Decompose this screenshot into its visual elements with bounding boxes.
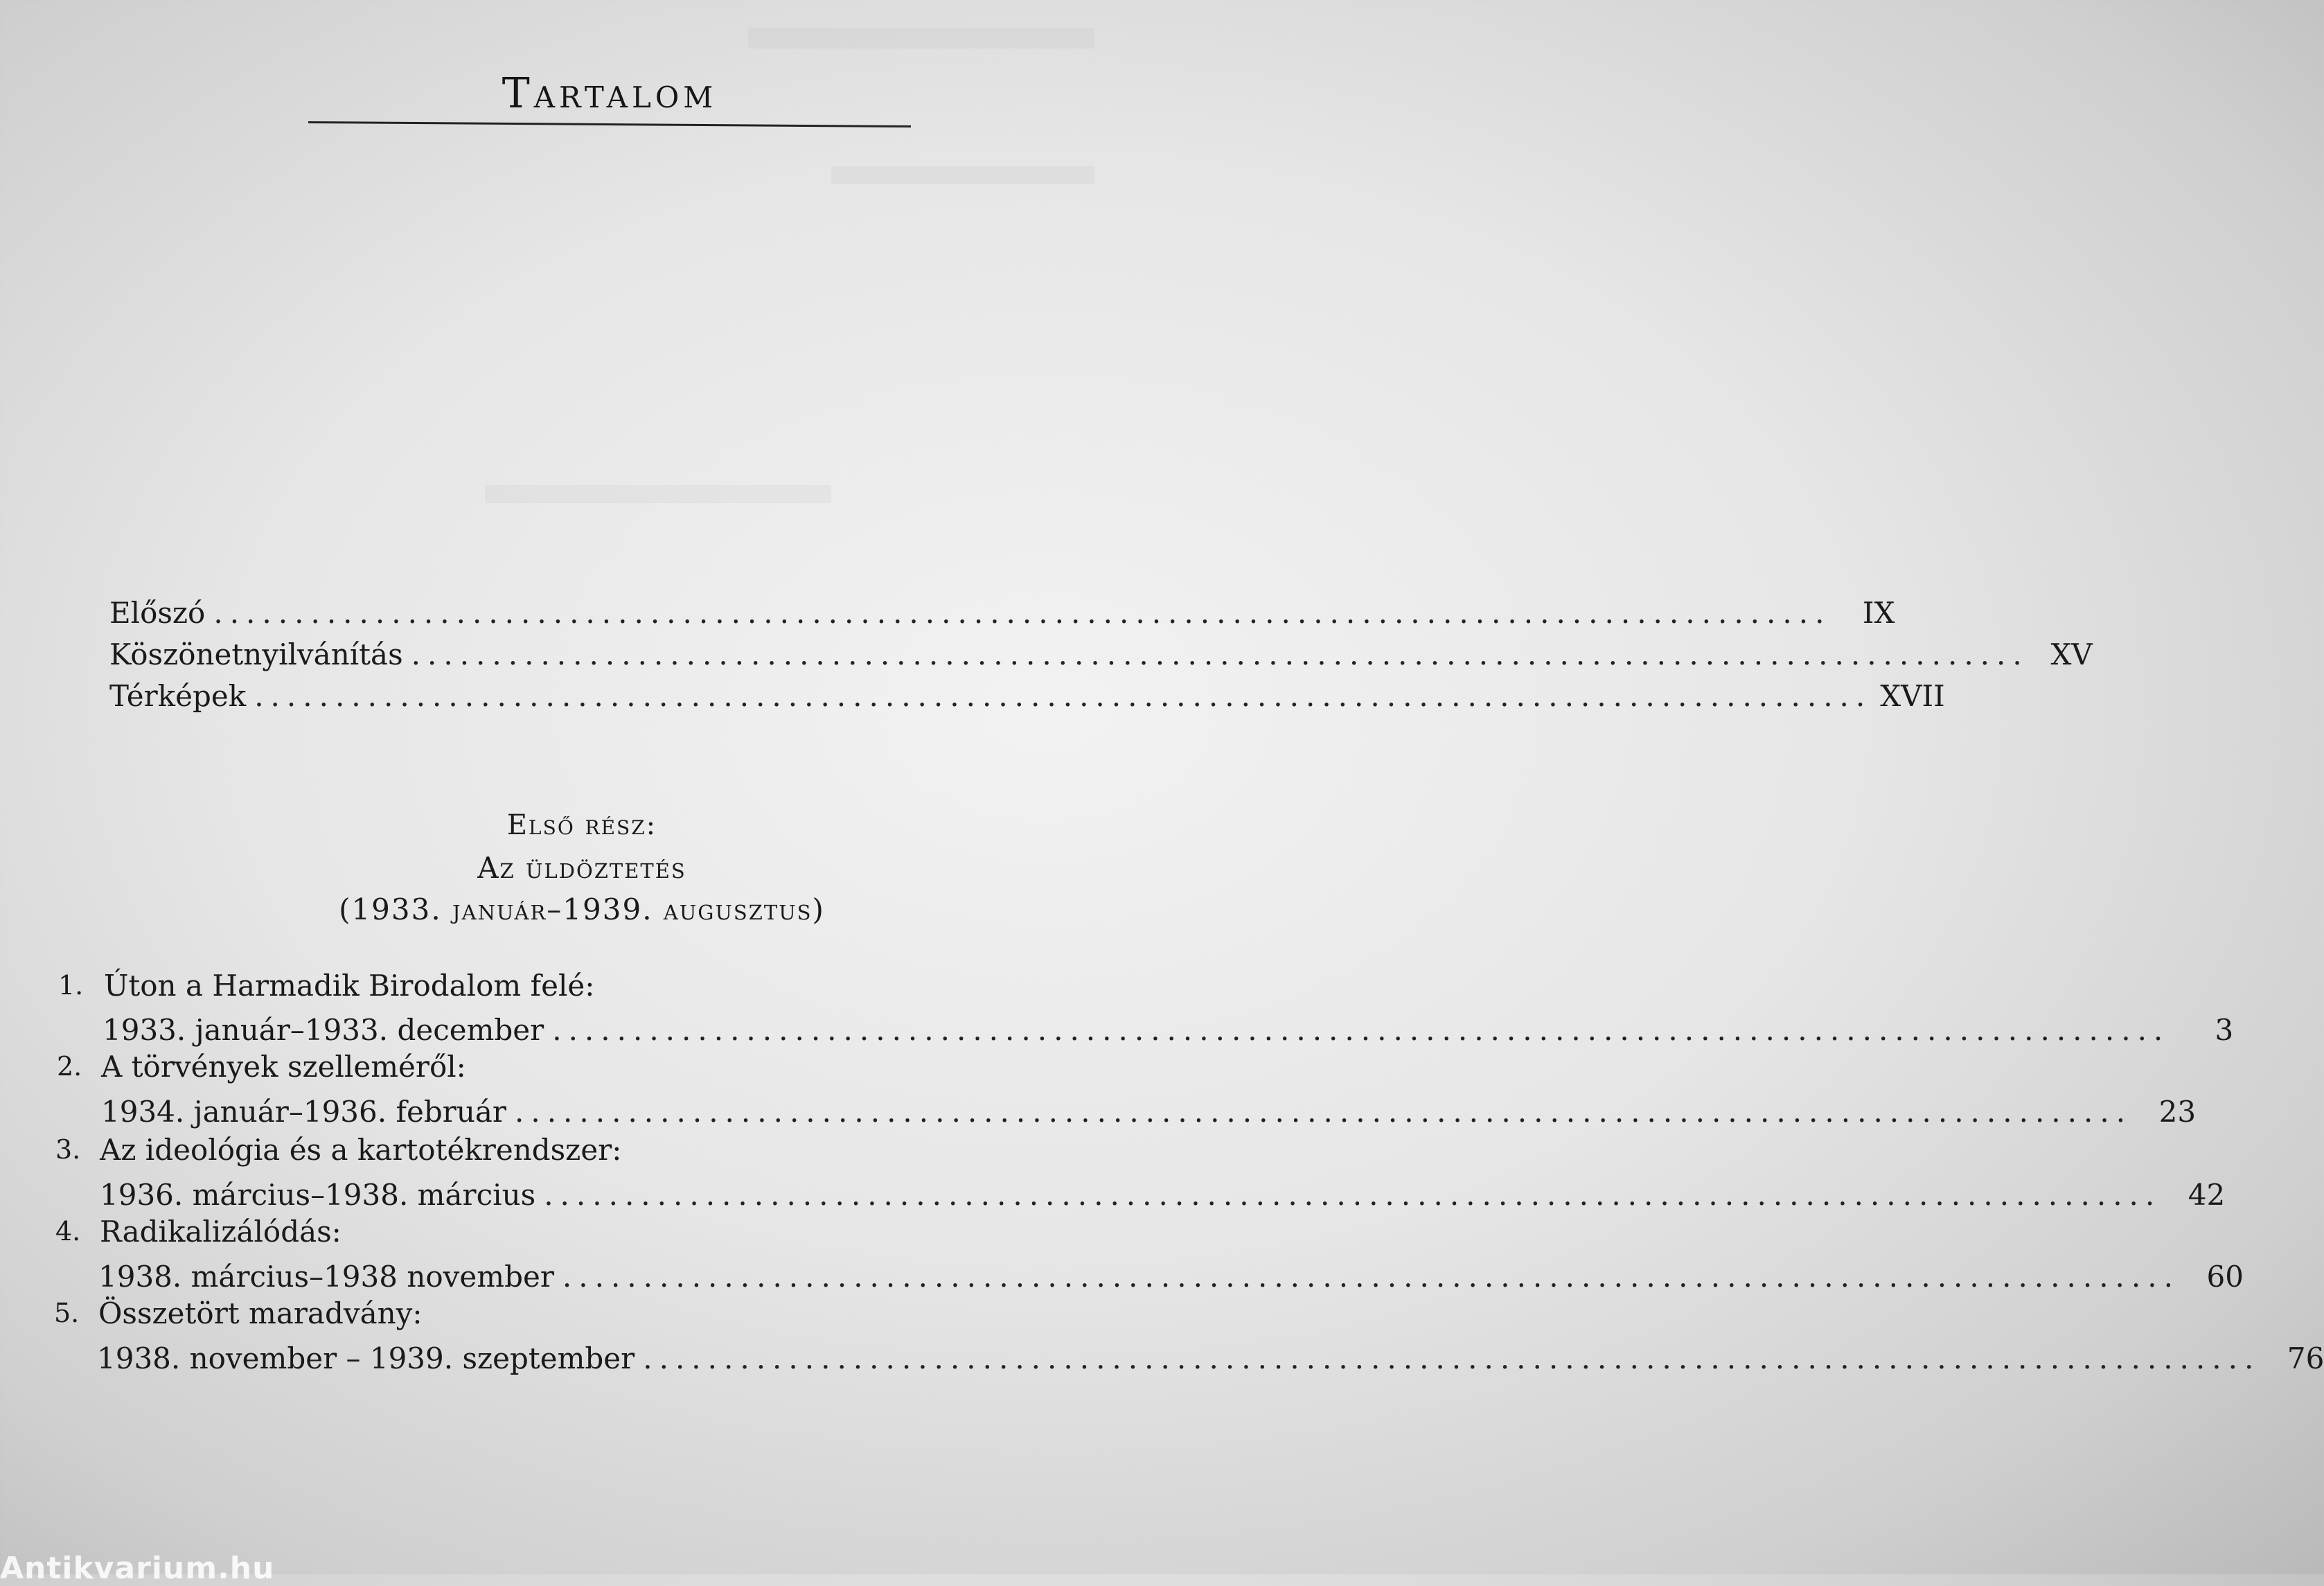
leader-dots: .................................................................................................... <box>213 596 1831 630</box>
toc-entry-label: Köszönetnyilvánítás <box>109 637 403 671</box>
chapter-dates: 1938. november – 1939. szeptember <box>97 1341 635 1375</box>
chapter-number: 5. <box>54 1298 80 1328</box>
toc-entry-chapter-5[interactable] <box>97 1341 2324 1377</box>
leader-dots: .................................................................................................... <box>643 1341 2261 1375</box>
part-heading-dates: (1933. január–1939. augusztus) <box>339 892 825 926</box>
toc-entry-preface[interactable] <box>109 596 1895 632</box>
title-rule <box>308 121 911 127</box>
chapter-number: 2. <box>57 1051 82 1082</box>
toc-entry-page: 3 <box>2215 1013 2234 1047</box>
leader-dots: .................................................................................................... <box>562 1260 2180 1294</box>
page-title: Tartalom <box>502 69 718 118</box>
chapter-title[interactable]: A törvények szelleméről: <box>101 1050 466 1084</box>
toc-entry-page: 76 <box>2287 1341 2324 1375</box>
toc-entry-chapter-1[interactable] <box>103 1013 2234 1049</box>
chapter-dates: 1934. január–1936. február <box>101 1095 506 1129</box>
chapter-title[interactable]: Az ideológia és a kartotékrendszer: <box>100 1133 622 1167</box>
leader-dots: .................................................................................................... <box>544 1178 2162 1212</box>
toc-entry-label: Előszó <box>109 596 206 630</box>
bleed-through-line <box>831 166 1094 184</box>
toc-entry-page: 60 <box>2206 1260 2244 1294</box>
chapter-dates: 1936. március–1938. március <box>100 1178 536 1212</box>
bleed-through-line <box>485 485 831 503</box>
toc-entry-page: IX <box>1862 596 1895 630</box>
toc-entry-acknowledgements[interactable] <box>109 637 2093 673</box>
toc-entry-page: XVII <box>1880 679 1945 713</box>
toc-entry-page: 23 <box>2158 1095 2197 1129</box>
toc-entry-maps[interactable] <box>109 679 1945 715</box>
toc-entry-label: Térképek <box>109 679 247 713</box>
leader-dots: .................................................................................................... <box>552 1013 2170 1047</box>
chapter-number: 3. <box>55 1134 81 1165</box>
watermark: Antikvarium.hu <box>0 1551 275 1586</box>
toc-entry-chapter-4[interactable] <box>98 1260 2244 1296</box>
toc-entry-chapter-2[interactable] <box>101 1095 2197 1131</box>
chapter-title[interactable]: Összetört maradvány: <box>98 1296 423 1330</box>
toc-entry-page: XV <box>2050 637 2093 671</box>
part-heading-line2: Az üldöztetés <box>477 851 686 885</box>
chapter-title[interactable]: Radikalizálódás: <box>100 1215 341 1249</box>
bleed-through-line <box>748 28 1094 49</box>
leader-dots: .................................................................................................... <box>411 637 2029 671</box>
chapter-number: 1. <box>58 970 84 1001</box>
leader-dots: .................................................................................................... <box>254 679 1872 713</box>
toc-entry-page: 42 <box>2188 1178 2226 1212</box>
chapter-number: 4. <box>55 1216 81 1246</box>
leader-dots: .................................................................................................... <box>515 1095 2133 1129</box>
chapter-dates: 1938. március–1938 november <box>98 1260 554 1294</box>
part-heading-line1: Első rész: <box>506 809 657 841</box>
toc-entry-chapter-3[interactable] <box>100 1178 2226 1214</box>
chapter-dates: 1933. január–1933. december <box>103 1013 544 1047</box>
chapter-title[interactable]: Úton a Harmadik Birodalom felé: <box>104 969 595 1003</box>
